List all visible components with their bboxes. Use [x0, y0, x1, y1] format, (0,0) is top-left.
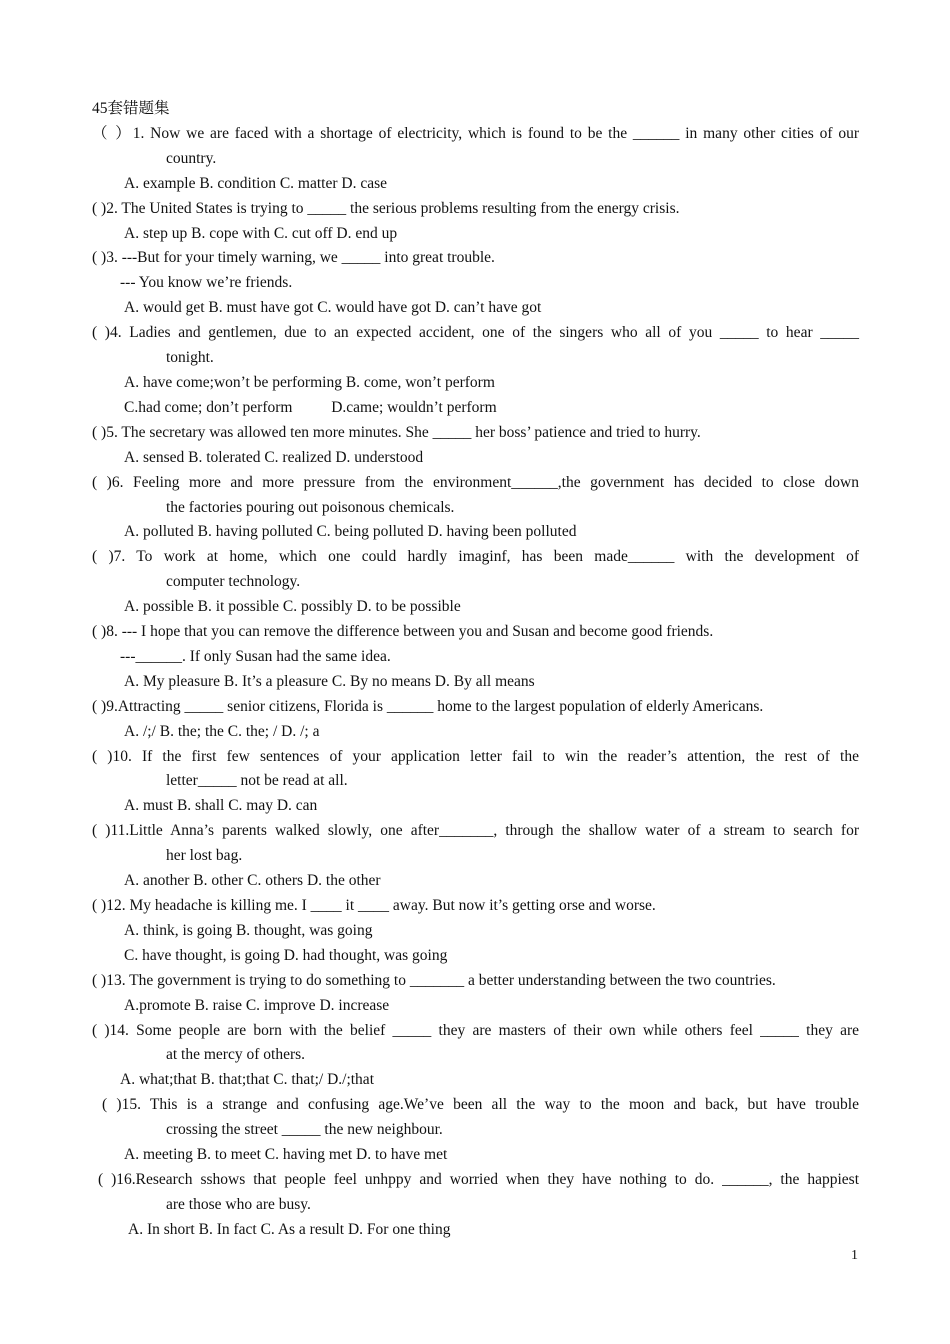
question-6-stem-cont: the factories pouring out poisonous chemicals. [166, 498, 455, 516]
question-1-options: A. example B. condition C. matter D. case [124, 174, 388, 192]
question-16-stem: ( )16.Research sshows that people feel unhppy and worried when they have nothing to do. ______, the happiest [98, 1170, 859, 1188]
question-8-reply: ---______. If only Susan had the same idea. [120, 647, 391, 665]
document-body [92, 97, 859, 1243]
question-7-stem: ( )7. To work at home, which one could hardly imaginf, has been made______ with the development of [92, 548, 859, 566]
question-15-stem: ( )15. This is a strange and confusing age.We’ve been all the way to the moon and back, but have trouble [102, 1096, 859, 1114]
question-14-stem: ( )14. Some people are born with the belief _____ they are masters of their own while others feel _____ they are [92, 1021, 859, 1039]
question-9-stem: ( )9.Attracting _____ senior citizens, Florida is ______ home to the largest population of elderly Americans. [92, 697, 764, 715]
question-7-options: A. possible B. it possible C. possibly D. to be possible [124, 598, 461, 616]
question-10-options: A. must B. shall C. may D. can [124, 797, 318, 815]
question-7-stem-cont: computer technology. [166, 573, 301, 591]
question-4-stem: ( )4. Ladies and gentlemen, due to an expected accident, one of the singers who all of you _____ to hear _____ [92, 324, 859, 342]
question-5-options: A. sensed B. tolerated C. realized D. understood [124, 448, 424, 466]
question-14-options: A. what;that B. that;that C. that;/ D./;that [120, 1071, 374, 1089]
question-15-options: A. meeting B. to meet C. having met D. to have met [124, 1146, 448, 1164]
question-15-stem-cont: crossing the street _____ the new neighbour. [166, 1121, 443, 1139]
question-14-stem-cont: at the mercy of others. [166, 1046, 306, 1064]
question-6-options: A. polluted B. having polluted C. being polluted D. having been polluted [124, 523, 577, 541]
question-5-stem: ( )5. The secretary was allowed ten more minutes. She _____ her boss’ patience and tried to hurry. [92, 423, 701, 441]
question-4-stem-cont: tonight. [166, 349, 214, 367]
question-8-stem: ( )8. --- I hope that you can remove the difference between you and Susan and become good friends. [92, 623, 714, 641]
question-10-stem-cont: letter_____ not be read at all. [166, 772, 348, 790]
question-11-stem-cont: her lost bag. [166, 847, 243, 865]
question-10-stem: ( )10. If the first few sentences of your application letter fail to win the reader’s attention, the rest of the [92, 747, 859, 765]
question-11-stem: ( )11.Little Anna’s parents walked slowly, one after_______, through the shallow water of a stream to search for [92, 822, 859, 840]
question-16-options: A. In short B. In fact C. As a result D. For one thing [128, 1220, 451, 1238]
question-8-options: A. My pleasure B. It’s a pleasure C. By no means D. By all means [124, 672, 535, 690]
question-12-stem: ( )12. My headache is killing me. I ____ it ____ away. But now it’s getting orse and worse. [92, 897, 656, 914]
question-4-options-2: C.had come; don’t perform D.came; wouldn’t perform [124, 398, 497, 416]
question-2-options: A. step up B. cope with C. cut off D. end up [124, 224, 398, 242]
question-11-options: A. another B. other C. others D. the other [124, 872, 381, 890]
question-13-stem: ( )13. The government is trying to do something to _______ a better understanding between the two countries. [92, 971, 776, 989]
question-3-options: A. would get B. must have got C. would have got D. can’t have got [124, 299, 542, 317]
question-1-stem-cont: country. [166, 149, 217, 167]
question-12-options-1: A. think, is going B. thought, was going [124, 921, 373, 939]
question-9-options: A. /;/ B. the; the C. the; / D. /; a [124, 722, 320, 740]
question-13-options: A.promote B. raise C. improve D. increase [124, 996, 390, 1014]
question-3-reply: --- You know we’re friends. [120, 274, 293, 292]
question-4-options-1: A. have come;won’t be performing B. come, won’t perform [124, 373, 495, 391]
question-16-stem-cont: are those who are busy. [166, 1195, 311, 1213]
question-1-stem: （ ）1. Now we are faced with a shortage of electricity, which is found to be the ______ in many other cities of our [92, 124, 859, 142]
question-6-stem: ( )6. Feeling more and more pressure from the environment______,the government has decided to close down [92, 473, 859, 491]
question-12-options-2: C. have thought, is going D. had thought, was going [124, 946, 448, 964]
question-3-stem: ( )3. ---But for your timely warning, we _____ into great trouble. [92, 249, 495, 267]
question-2-stem: ( )2. The United States is trying to _____ the serious problems resulting from the energy crisis. [92, 199, 680, 217]
page-title: 45套错题集 [92, 100, 170, 117]
page-number: 1 [851, 1248, 858, 1263]
